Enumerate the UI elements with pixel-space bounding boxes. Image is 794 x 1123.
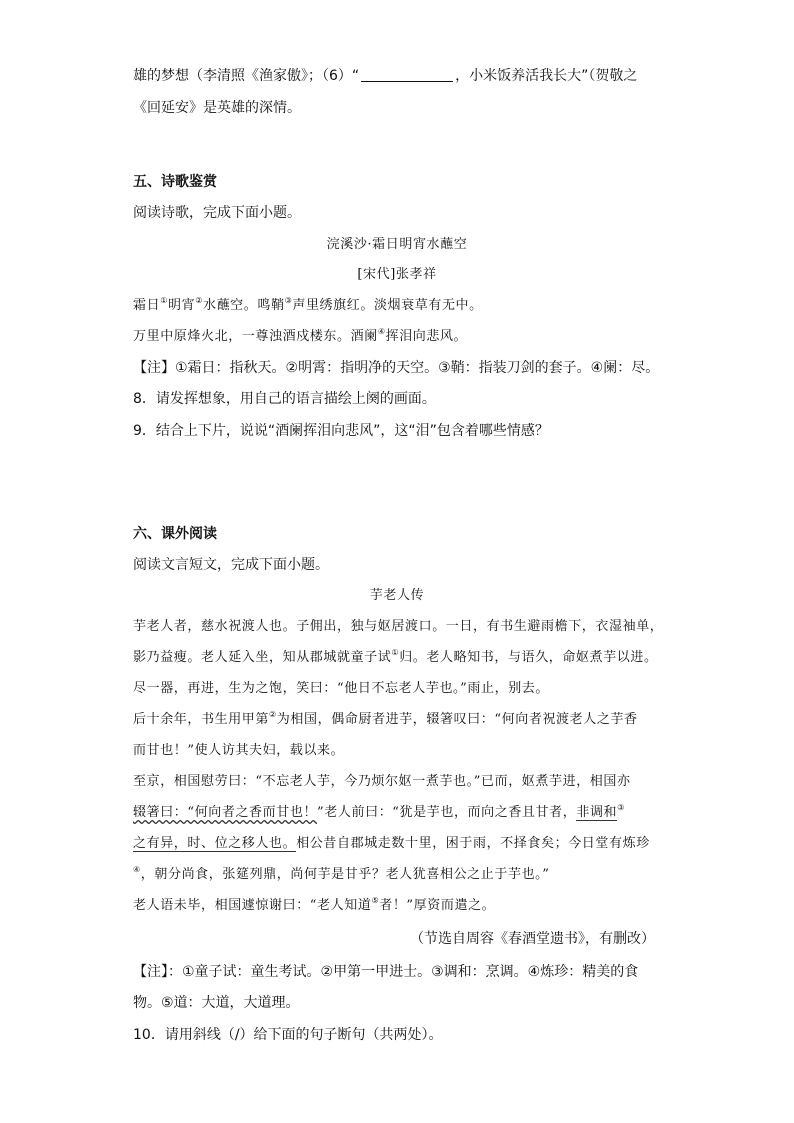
footnote-mark: ① bbox=[160, 296, 168, 305]
text: 为相国，偶命厨者进芋，辍箸叹曰：“何向者祝渡老人之芋香 bbox=[276, 712, 638, 727]
text: 老人语未毕，相国遽惊谢曰：“老人知道 bbox=[133, 898, 372, 913]
text: 声里绣旗红。淡烟衰草有无中。 bbox=[292, 298, 483, 313]
question-10: 10．请用斜线（/）给下面的句子断句（共两处）。 bbox=[133, 1027, 443, 1043]
text: 影乃益瘦。老人延入坐，知从郡城就童子试 bbox=[133, 650, 392, 665]
passage-line-4 bbox=[133, 710, 638, 730]
footnote-mark: ④ bbox=[377, 327, 386, 336]
text: 明宵 bbox=[167, 298, 196, 313]
footnote-mark: ④ bbox=[133, 865, 141, 874]
passage-line-9 bbox=[133, 865, 550, 885]
passage-line-2 bbox=[133, 648, 658, 668]
underlined-text: 之有异，时、位之移人也。 bbox=[133, 836, 297, 851]
top-line-2: 《回延安》是英雄的深情。 bbox=[133, 100, 301, 116]
underlined-text: 非调和 bbox=[576, 805, 618, 820]
poem-note: 【注】①霜日：指秋天。②明霄：指明净的天空。③鞘：指装刀剑的套子。④阑：尽。 bbox=[133, 360, 660, 376]
section5-instruction: 阅读诗歌，完成下面小题。 bbox=[133, 205, 301, 221]
section6-instruction: 阅读文言短文，完成下面小题。 bbox=[133, 557, 329, 573]
poem-line-2 bbox=[133, 327, 467, 347]
passage-line-1: 芋老人者，慈水祝渡人也。子佣出，独与妪居渡口。一日，有书生避雨檐下，衣湿袖单， bbox=[133, 619, 664, 634]
text: 雄的梦想（李清照《渔家傲》；（6）“ bbox=[133, 68, 360, 84]
text: 后十余年，书生用甲第 bbox=[133, 712, 270, 727]
footnote-mark: ② bbox=[269, 710, 277, 719]
passage-line-5: 而甘也！”使人访其夫妇，载以来。 bbox=[133, 743, 345, 758]
footnote-mark: ⑤ bbox=[371, 896, 380, 905]
footnote-mark: ① bbox=[391, 648, 400, 657]
passage-line-6: 至京，相国慰劳曰：“不忘老人芋，今乃烦尔妪一煮芋也。”已而，妪煮芋进，相国亦 bbox=[133, 774, 631, 789]
poem-author: [宋代]张孝祥 bbox=[357, 267, 437, 282]
answer-blank[interactable] bbox=[361, 67, 453, 82]
section6-heading: 六、课外阅读 bbox=[133, 526, 217, 542]
text: 霜日 bbox=[133, 298, 161, 313]
text: 相公昔自郡城走数十里，困于雨，不择食矣；今日堂有炼珍 bbox=[296, 836, 650, 851]
wavy-underlined-text: 辍箸曰：“何向者之香而甘也！ bbox=[133, 805, 318, 820]
text: ”老人前曰：“犹是芋也，而向之香且甘者， bbox=[317, 805, 577, 820]
text: 挥泪向悲风。 bbox=[385, 329, 468, 344]
text: 归。老人略知书，与语久，命妪煮芋以进。 bbox=[399, 650, 658, 665]
section5-heading: 五、诗歌鉴赏 bbox=[133, 174, 217, 190]
passage-source: （节选自周容《春酒堂遗书》，有删改） bbox=[410, 931, 655, 947]
passage-line-3: 尽一器，再进，生为之饱，笑曰：“他日不忘老人芋也。”雨止，别去。 bbox=[133, 681, 549, 696]
passage-note-1: 【注】：①童子试：童生考试。②甲第一甲进士。③调和：烹调。④炼珍：精美的食 bbox=[133, 964, 639, 980]
footnote-mark: ② bbox=[195, 296, 203, 305]
top-line-1 bbox=[133, 66, 637, 86]
passage-line-8 bbox=[133, 834, 650, 854]
text: 者！”厚资而遣之。 bbox=[379, 898, 496, 913]
footnote-mark: ③ bbox=[284, 296, 293, 305]
question-8: 8．请发挥想象，用自己的语言描绘上阕的画面。 bbox=[133, 391, 436, 407]
text: ，朝分尚食，张筵列鼎，尚何芋是甘乎？老人犹喜相公之止于芋也。” bbox=[140, 867, 550, 882]
passage-title: 芋老人传 bbox=[369, 588, 425, 603]
text: ，小米饭养活我长大”（贺敬之 bbox=[455, 68, 638, 84]
passage-line-10 bbox=[133, 896, 495, 916]
poem-line-1 bbox=[133, 296, 483, 316]
poem-title: 浣溪沙·霜日明宵水蘸空 bbox=[326, 237, 468, 252]
passage-line-7 bbox=[133, 803, 625, 823]
text: 万里中原烽火北，一尊浊酒戍楼东。酒阑 bbox=[133, 329, 378, 344]
passage-note-2: 物。⑤道：大道，大道理。 bbox=[133, 995, 300, 1011]
question-9: 9．结合上下片，说说“酒阑挥泪向悲风”，这“泪”包含着哪些情感？ bbox=[133, 423, 549, 439]
footnote-mark: ③ bbox=[617, 803, 625, 812]
text: 水蘸空。鸣鞘 bbox=[202, 298, 285, 313]
